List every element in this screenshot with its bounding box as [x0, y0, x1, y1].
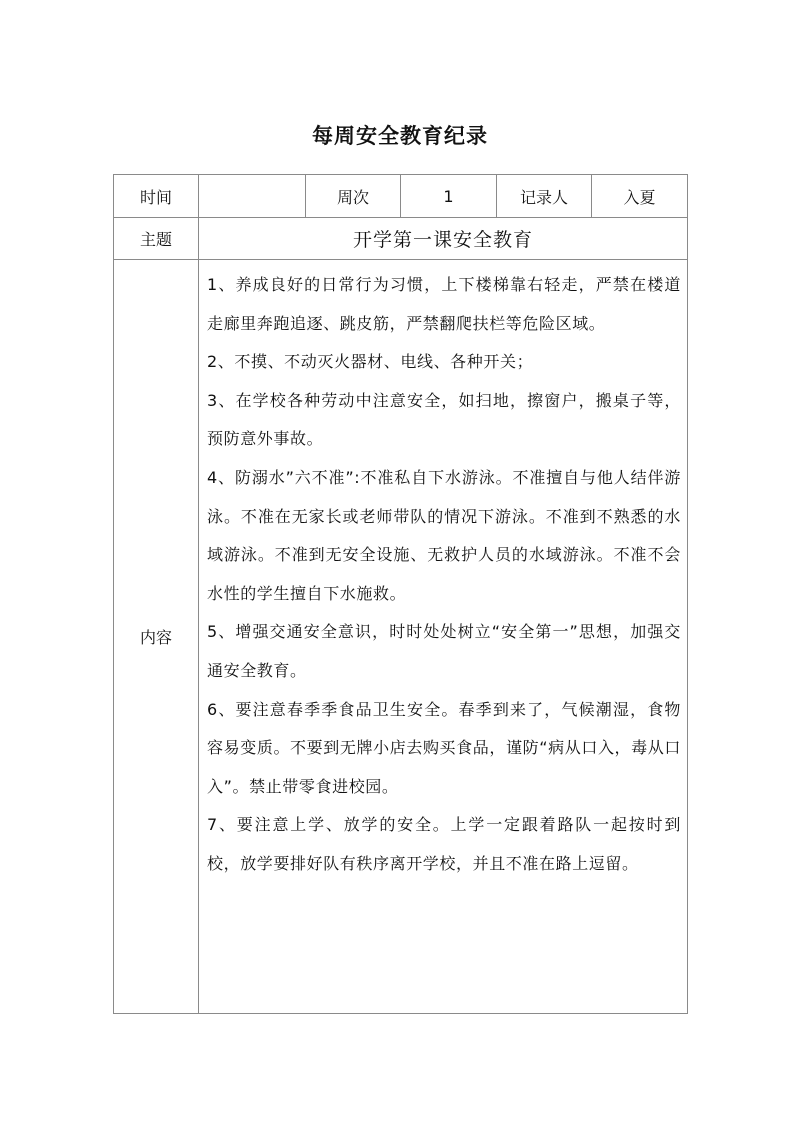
content-item: 2、不摸、不动灭火器材、电线、各种开关；: [207, 352, 534, 372]
document-title: 每周安全教育纪录: [312, 124, 488, 148]
week-value-cell[interactable]: 1: [401, 175, 497, 218]
content-item: 1、养成良好的日常行为习惯，上下楼梯靠右轻走，严禁在楼道走廊里奔跑追逐、跳皮筋，严禁翻爬扶栏等危险区域。: [207, 275, 681, 333]
content-cell[interactable]: [199, 260, 688, 1014]
subject-label: 主题: [114, 218, 199, 260]
content-row: [114, 260, 688, 1014]
content-item: 4、防溺水”六不准”:不准私自下水游泳。不准擅自与他人结伴游泳。不准在无家长或老师带队的情况下游泳。不准到不熟悉的水域游泳。不准到无安全设施、无救护人员的水域游泳。不准不会水性的学生擅自下水施救。: [207, 467, 681, 603]
safety-record-table: [113, 174, 688, 1014]
subject-value-cell[interactable]: 开学第一课安全教育: [199, 218, 688, 260]
time-value-cell[interactable]: [199, 175, 306, 218]
subject-row: [114, 218, 688, 260]
content-item: 6、要注意春季季食品卫生安全。春季到来了，气候潮湿，食物容易变质。不要到无牌小店去购买食品，谨防“病从口入，毒从口入”。禁止带零食进校园。: [207, 699, 681, 796]
header-row: [114, 175, 688, 218]
content-item: 5、增强交通安全意识，时时处处树立“安全第一”思想，加强交通安全教育。: [207, 622, 681, 680]
content-label: 内容: [114, 260, 199, 1014]
time-label: 时间: [114, 175, 199, 218]
week-label: 周次: [306, 175, 401, 218]
recorder-label: 记录人: [497, 175, 592, 218]
content-item: 3、在学校各种劳动中注意安全，如扫地，擦窗户，搬桌子等，预防意外事故。: [207, 390, 681, 449]
recorder-value-cell[interactable]: 入夏: [592, 175, 688, 218]
content-item: 7、要注意上学、放学的安全。上学一定跟着路队一起按时到校，放学要排好队有秩序离开学校，并且不准在路上逗留。: [207, 815, 681, 873]
